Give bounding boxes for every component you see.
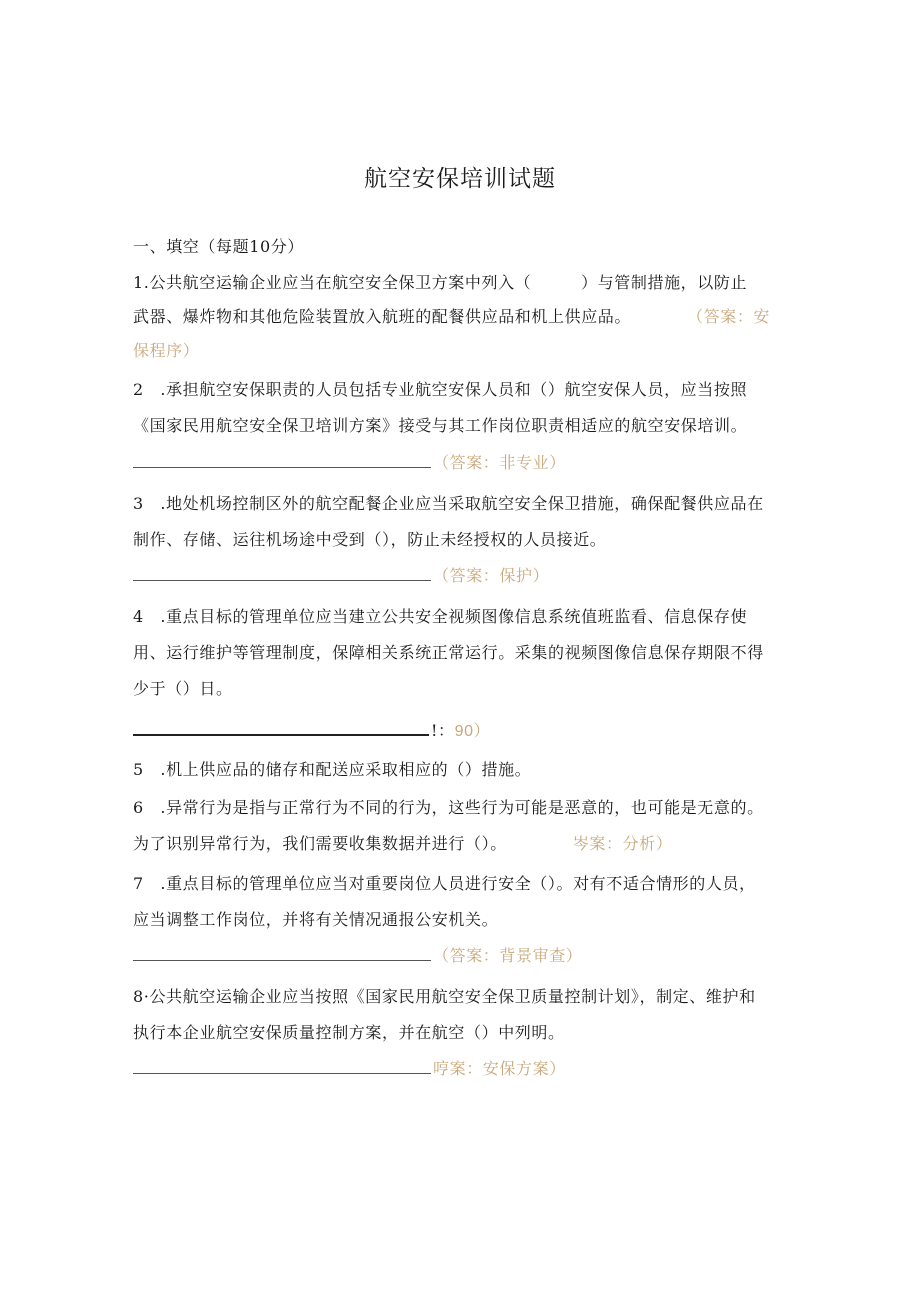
question-4-mark: !： [431,721,455,740]
question-3-answer: （答案：保护） [433,566,550,585]
question-2-answer: （答案：非专业） [433,453,566,472]
question-1-line-1: 1.公共航空运输企业应当在航空安全保卫方案中列入（ ）与管制措施，以防止 [133,273,748,292]
question-4-answer-line [133,720,490,743]
question-1-answer-a: （答案：安 [687,307,771,326]
section-heading: 一、填空（每题10分） [133,237,304,256]
answer-blank [133,720,429,736]
question-1-line-2 [133,306,770,328]
question-8-line-2: 执行本企业航空安保质量控制方案，并在航空（）中列明。 [133,1023,565,1042]
answer-blank [133,946,431,961]
question-6-text: 为了识别异常行为，我们需要收集数据并进行（）。 [133,834,507,853]
question-1-answer-b: 保程序） [133,341,200,360]
question-6-line-1: 6 .异常行为是指与正常行为不同的行为，这些行为可能是恶意的，也可能是无意的。 [133,798,764,817]
question-7-line-2: 应当调整工作岗位，并将有关情况通报公安机关。 [133,910,499,929]
question-4-line-2: 用、运行维护等管理制度，保障相关系统正常运行。采集的视频图像信息保存期限不得 [133,643,764,662]
question-6-line-2 [133,833,672,855]
answer-blank [133,566,431,581]
question-4-line-3: 少于（）日。 [133,679,233,698]
question-2-answer-line [133,452,566,474]
question-2-line-2: 《国家民用航空安全保卫培训方案》接受与其工作岗位职责相适应的航空安保培训。 [133,416,748,435]
question-4-answer: 90） [454,723,491,740]
question-8-answer-line [133,1058,566,1080]
answer-blank [133,453,431,468]
document-title: 航空安保培训试题 [364,166,556,192]
question-5-line-1: 5 .机上供应品的储存和配送应采取相应的（）措施。 [133,760,532,779]
question-2-line-1: 2 .承担航空安保职责的人员包括专业航空安保人员和（）航空安保人员，应当按照 [133,380,748,399]
question-4-line-1: 4 .重点目标的管理单位应当建立公共安全视频图像信息系统值班监看、信息保存使 [133,607,748,626]
question-8-line-1: 8·公共航空运输企业应当按照《国家民用航空安全保卫质量控制计划》，制定、维护和 [133,987,756,1006]
question-3-answer-line [133,565,549,587]
question-3-line-1: 3 .地处机场控制区外的航空配餐企业应当采取航空安全保卫措施，确保配餐供应品在 [133,494,764,513]
question-3-line-2: 制作、存储、运往机场途中受到（），防止未经授权的人员接近。 [133,530,607,549]
question-7-answer-line [133,945,582,967]
question-6-answer: 岑案：分析） [572,834,673,853]
question-7-answer: （答案：背景审查） [433,946,583,965]
question-1-text: 武器、爆炸物和其他危险装置放入航班的配餐供应品和机上供应品。 [133,307,632,326]
answer-blank [133,1059,431,1074]
question-8-answer: 哼案：安保方案） [433,1059,566,1078]
question-7-line-1: 7 .重点目标的管理单位应当对重要岗位人员进行安全（）。对有不适合情形的人员， [133,874,756,893]
